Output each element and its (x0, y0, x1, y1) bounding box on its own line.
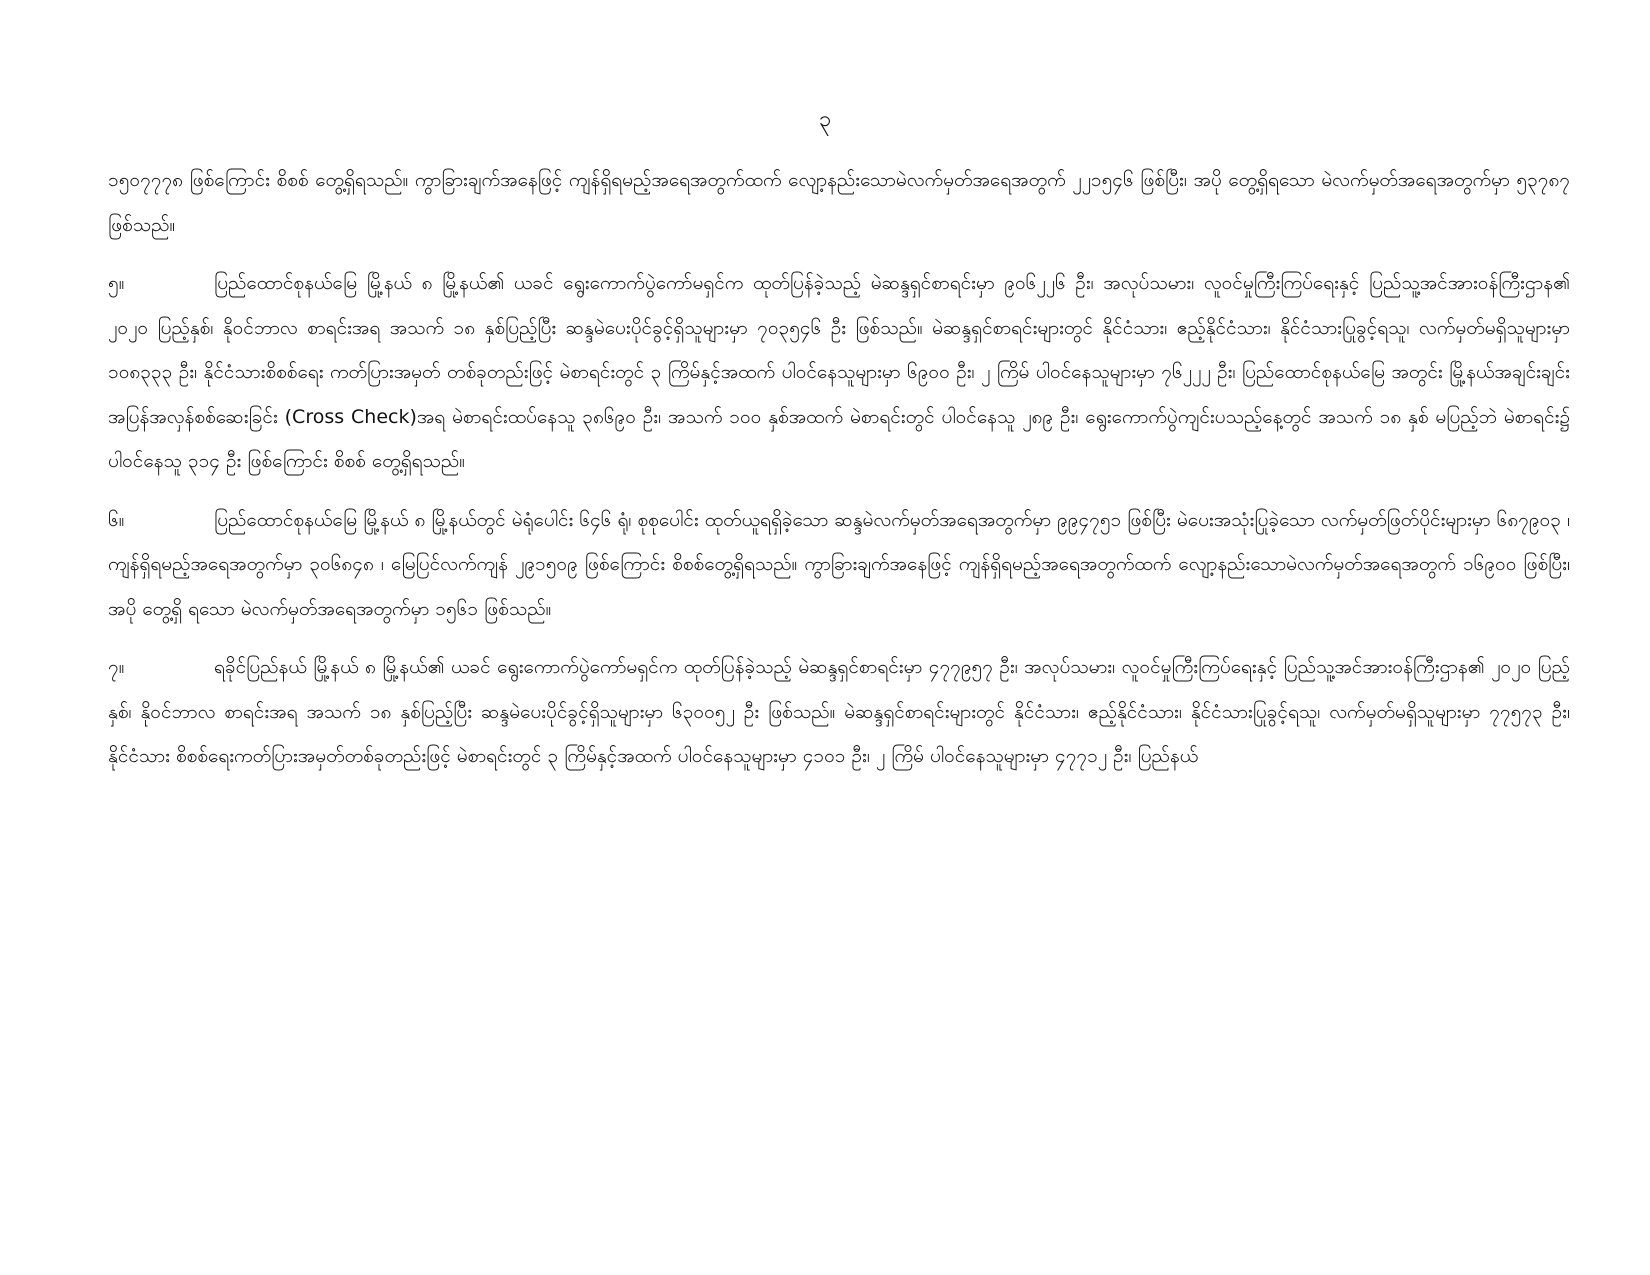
paragraph-6 (108, 498, 1570, 632)
paragraph-text: ၁၅၀၇၇၇၈ ဖြစ်ကြောင်း စိစစ် တွေ့ရှိရသည်။ ကွာခြားချက်အနေဖြင့် ကျန်ရှိရမည့်အရေအတွက်ထက် လျော့နည်းသောမဲလက်မှတ်အရေအတွက် ၂၂၁၅၄၆ ဖြစ်ပြီး၊ အပို တွေ့ရှိရသော မဲလက်မှတ်အရေအတွက်မှာ ၅၃၇၈၇ ဖြစ်သည်။ (108, 169, 1570, 236)
paragraph-number: ၆။ (108, 508, 125, 531)
paragraph-5 (108, 261, 1570, 484)
paragraph-text: ရခိုင်ပြည်နယ် မြို့နယ် ၈ မြို့နယ်၏ ယခင် ရွေးကောက်ပွဲကော်မရှင်က ထုတ်ပြန်ခဲ့သည့် မဲဆန္ဒရှင်စာရင်းမှာ ၄၇၇၉၅၇ ဦး၊ အလုပ်သမား၊ လူဝင်မှုကြီးကြပ်ရေးနှင့် ပြည်သူ့အင်အားဝန်ကြီးဌာန၏ ၂၀၂၀ ပြည့်နှစ်၊ နိုဝင်ဘာလ စာရင်းအရ အသက် ၁၈ နှစ်ပြည့်ပြီး ဆန္ဒမဲပေးပိုင်ခွင့်ရှိသူများမှာ ၆၃၀၀၅၂ ဦး ဖြစ်သည်။ မဲဆန္ဒရှင်စာရင်းများတွင် နိုင်ငံသား၊ ဧည့်နိုင်ငံသား၊ နိုင်ငံသားပြုခွင့်ရသူ၊ လက်မှတ်မရှိသူများမှာ ၇၇၅၇၃ ဦး၊ နိုင်ငံသား စိစစ်ရေးကတ်ပြားအမှတ်တစ်ခုတည်းဖြင့် မဲစာရင်းတွင် ၃ ကြိမ်နှင့်အထက် ပါဝင်နေသူများမှာ ၄၁၀၁ ဦး၊ ၂ ကြိမ် ပါဝင်နေသူများမှာ ၄၇၇၁၂ ဦး၊ ပြည်နယ် (108, 656, 1570, 767)
document-body (108, 158, 1570, 793)
paragraph-continuation (108, 158, 1570, 247)
paragraph-7 (108, 645, 1570, 779)
paragraph-text: ပြည်ထောင်စုနယ်မြေ မြို့နယ် ၈ မြို့နယ်၏ ယခင် ရွေးကောက်ပွဲကော်မရှင်က ထုတ်ပြန်ခဲ့သည့် မဲဆန္ဒရှင်စာရင်းမှာ ၉၀၆၂၂၆ ဦး၊ အလုပ်သမား၊ လူဝင်မှုကြီးကြပ်ရေးနှင့် ပြည်သူ့အင်အားဝန်ကြီးဌာန၏ ၂၀၂၀ ပြည့်နှစ်၊ နိုဝင်ဘာလ စာရင်းအရ အသက် ၁၈ နှစ်ပြည့်ပြီး ဆန္ဒမဲပေးပိုင်ခွင့်ရှိသူများမှာ ၇၀၃၅၄၆ ဦး ဖြစ်သည်။ မဲဆန္ဒရှင်စာရင်းများတွင် နိုင်ငံသား၊ ဧည့်နိုင်ငံသား၊ နိုင်ငံသားပြုခွင့်ရသူ၊ လက်မှတ်မရှိသူများမှာ ၁၀၈၃၃၃ ဦး၊ နိုင်ငံသားစိစစ်ရေး ကတ်ပြားအမှတ် တစ်ခုတည်းဖြင့် မဲစာရင်းတွင် ၃ ကြိမ်နှင့်အထက် ပါဝင်နေသူများမှာ ၆၉၀၀ ဦး၊ ၂ ကြိမ် ပါဝင်နေသူများမှာ ၇၆၂၂၂ ဦး၊ ပြည်ထောင်စုနယ်မြေ အတွင်း မြို့နယ်အချင်းချင်း အပြန်အလှန်စစ်ဆေးခြင်း (Cross Check)အရ မဲစာရင်းထပ်နေသူ ၃၈၆၉၀ ဦး၊ အသက် ၁၀၀ နှစ်အထက် မဲစာရင်းတွင် ပါဝင်နေသူ ၂၈၉ ဦး၊ ရွေးကောက်ပွဲကျင်းပသည့်နေ့တွင် အသက် ၁၈ နှစ် မပြည့်ဘဲ မဲစာရင်း၌ ပါဝင်နေသူ ၃၁၄ ဦး ဖြစ်ကြောင်း စိစစ် တွေ့ရှိရသည်။ (108, 272, 1570, 472)
paragraph-number: ၅။ (108, 272, 125, 294)
page-number: ၃ (818, 107, 832, 132)
paragraph-text: ပြည်ထောင်စုနယ်မြေ မြို့နယ် ၈ မြို့နယ်တွင် မဲရုံပေါင်း ၆၄၆ ရုံ၊ စုစုပေါင်း ထုတ်ယူရရှိခဲ့သော ဆန္ဒမဲလက်မှတ်အရေအတွက်မှာ ၉၉၄၇၅၁ ဖြစ်ပြီး မဲပေးအသုံးပြုခဲ့သော လက်မှတ်ဖြတ်ပိုင်းများမှာ ၆၈၇၉၀၃ ၊ ကျန်ရှိရမည့်အရေအတွက်မှာ ၃၀၆၈၄၈ ၊ မြေပြင်လက်ကျန် ၂၉၁၅၀၉ ဖြစ်ကြောင်း စိစစ်တွေ့ရှိရသည်။ ကွာခြားချက်အနေဖြင့် ကျန်ရှိရမည့်အရေအတွက်ထက် လျော့နည်းသောမဲလက်မှတ်အရေအတွက် ၁၆၉၀၀ ဖြစ်ပြီး၊ အပို တွေ့ရှိ ရသော မဲလက်မှတ်အရေအတွက်မှာ ၁၅၆၁ ဖြစ်သည်။ (108, 508, 1570, 620)
paragraph-number: ၇။ (108, 656, 125, 678)
